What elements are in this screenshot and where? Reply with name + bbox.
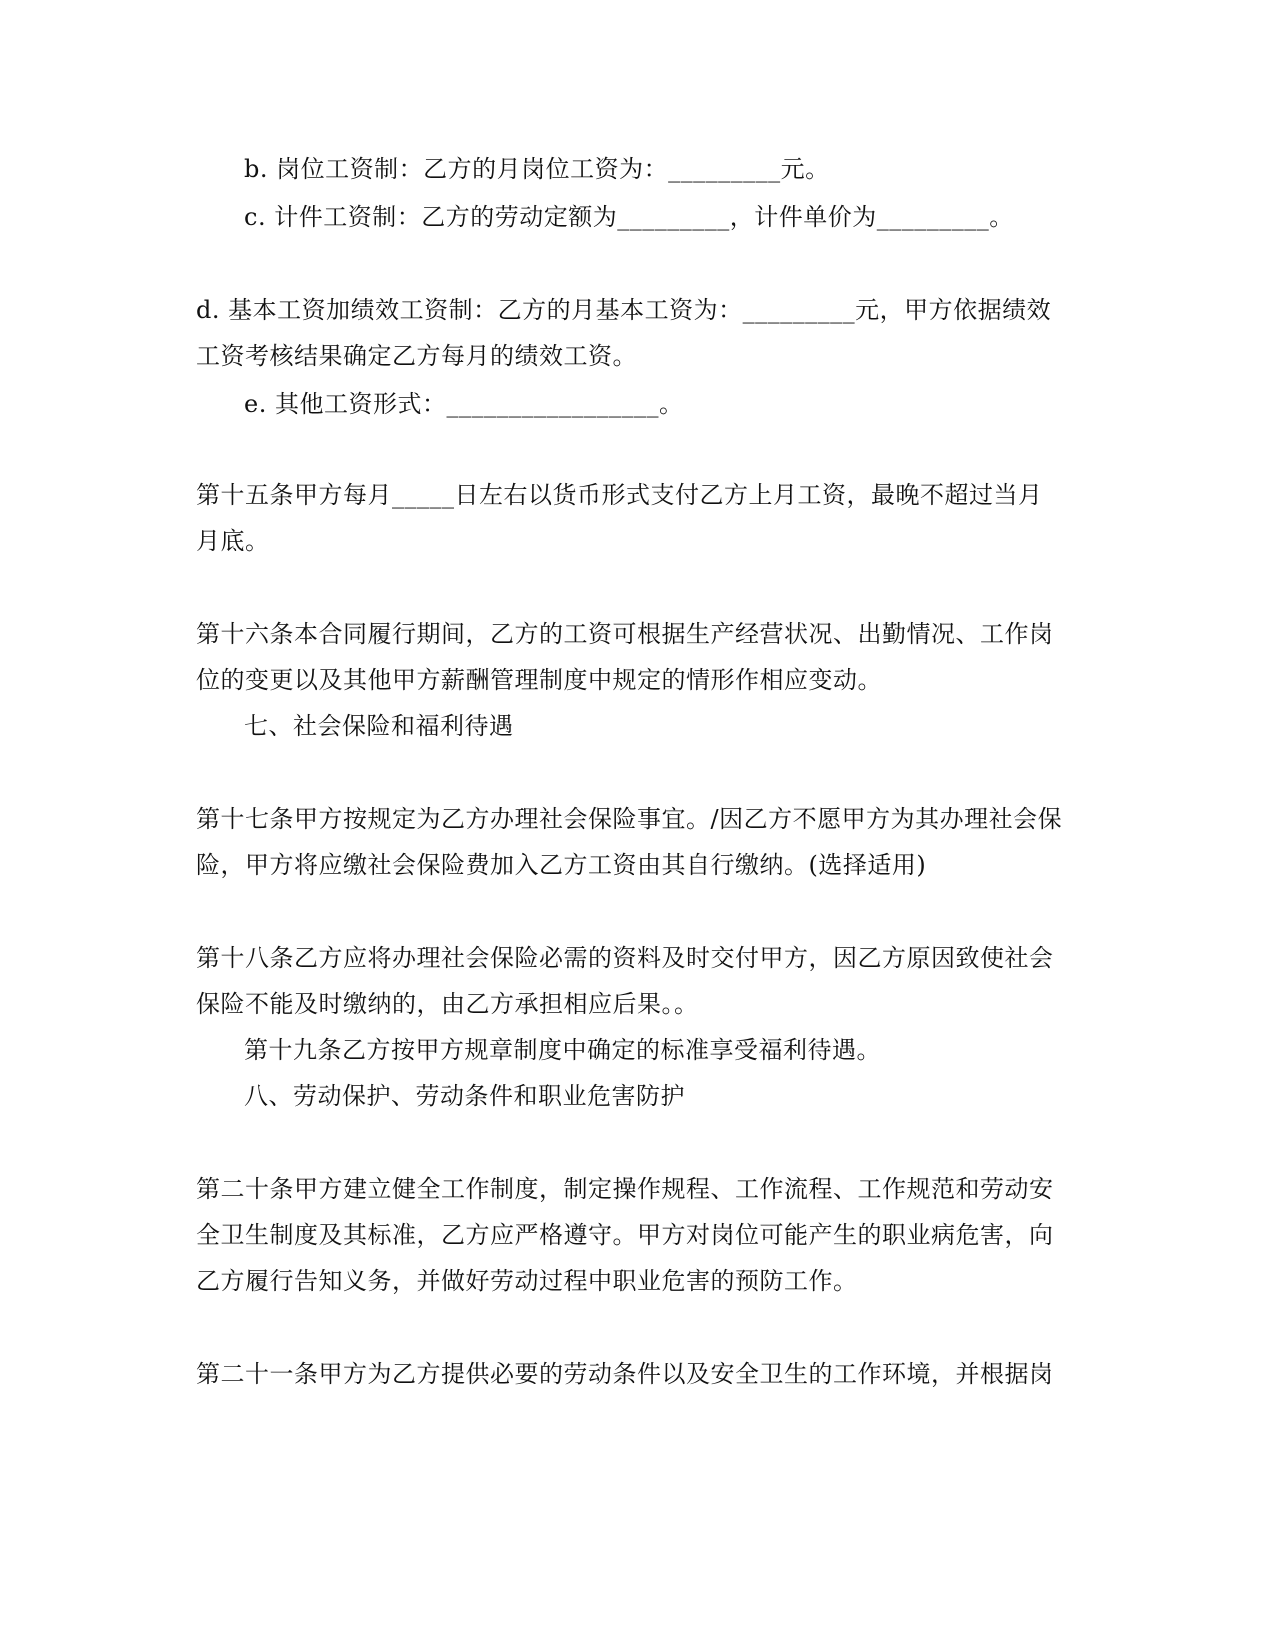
article-20-line-1: 第二十条甲方建立健全工作制度，制定操作规程、工作流程、工作规范和劳动安: [196, 1175, 1054, 1203]
article-18-line-2: 保险不能及时缴纳的，由乙方承担相应后果。。: [196, 990, 699, 1018]
article-20-line-3: 乙方履行告知义务，并做好劳动过程中职业危害的预防工作。: [196, 1267, 858, 1295]
article-17-line-2: 险，甲方将应缴社会保险费加入乙方工资由其自行缴纳。(选择适用): [196, 851, 927, 879]
article-16-line-2: 位的变更以及其他甲方薪酬管理制度中规定的情形作相应变动。: [196, 666, 882, 694]
clause-c-piece-wage: c. 计件工资制：乙方的劳动定额为_________，计件单价为_________。: [244, 203, 1014, 231]
clause-b-position-wage: b. 岗位工资制：乙方的月岗位工资为：_________元。: [244, 155, 830, 183]
article-15-line-1: 第十五条甲方每月_____日左右以货币形式支付乙方上月工资，最晚不超过当月: [196, 481, 1043, 509]
article-17-line-1: 第十七条甲方按规定为乙方办理社会保险事宜。/因乙方不愿甲方为其办理社会保: [196, 805, 1063, 833]
clause-e-other-wage: e. 其他工资形式：_________________。: [244, 390, 684, 418]
article-19: 第十九条乙方按甲方规章制度中确定的标准享受福利待遇。: [244, 1036, 881, 1064]
article-16-line-1: 第十六条本合同履行期间，乙方的工资可根据生产经营状况、出勤情况、工作岗: [196, 620, 1054, 648]
clause-d-base-performance-wage: d. 基本工资加绩效工资制：乙方的月基本工资为：_________元，甲方依据绩效: [196, 296, 1052, 324]
clause-d-continuation: 工资考核结果确定乙方每月的绩效工资。: [196, 342, 637, 370]
section-8-heading: 八、劳动保护、劳动条件和职业危害防护: [244, 1082, 685, 1110]
article-20-line-2: 全卫生制度及其标准，乙方应严格遵守。甲方对岗位可能产生的职业病危害，向: [196, 1221, 1054, 1249]
article-21-line-1: 第二十一条甲方为乙方提供必要的劳动条件以及安全卫生的工作环境，并根据岗: [196, 1360, 1054, 1388]
article-18-line-1: 第十八条乙方应将办理社会保险必需的资料及时交付甲方，因乙方原因致使社会: [196, 944, 1054, 972]
section-7-heading: 七、社会保险和福利待遇: [244, 712, 514, 740]
article-15-line-2: 月底。: [196, 527, 270, 555]
